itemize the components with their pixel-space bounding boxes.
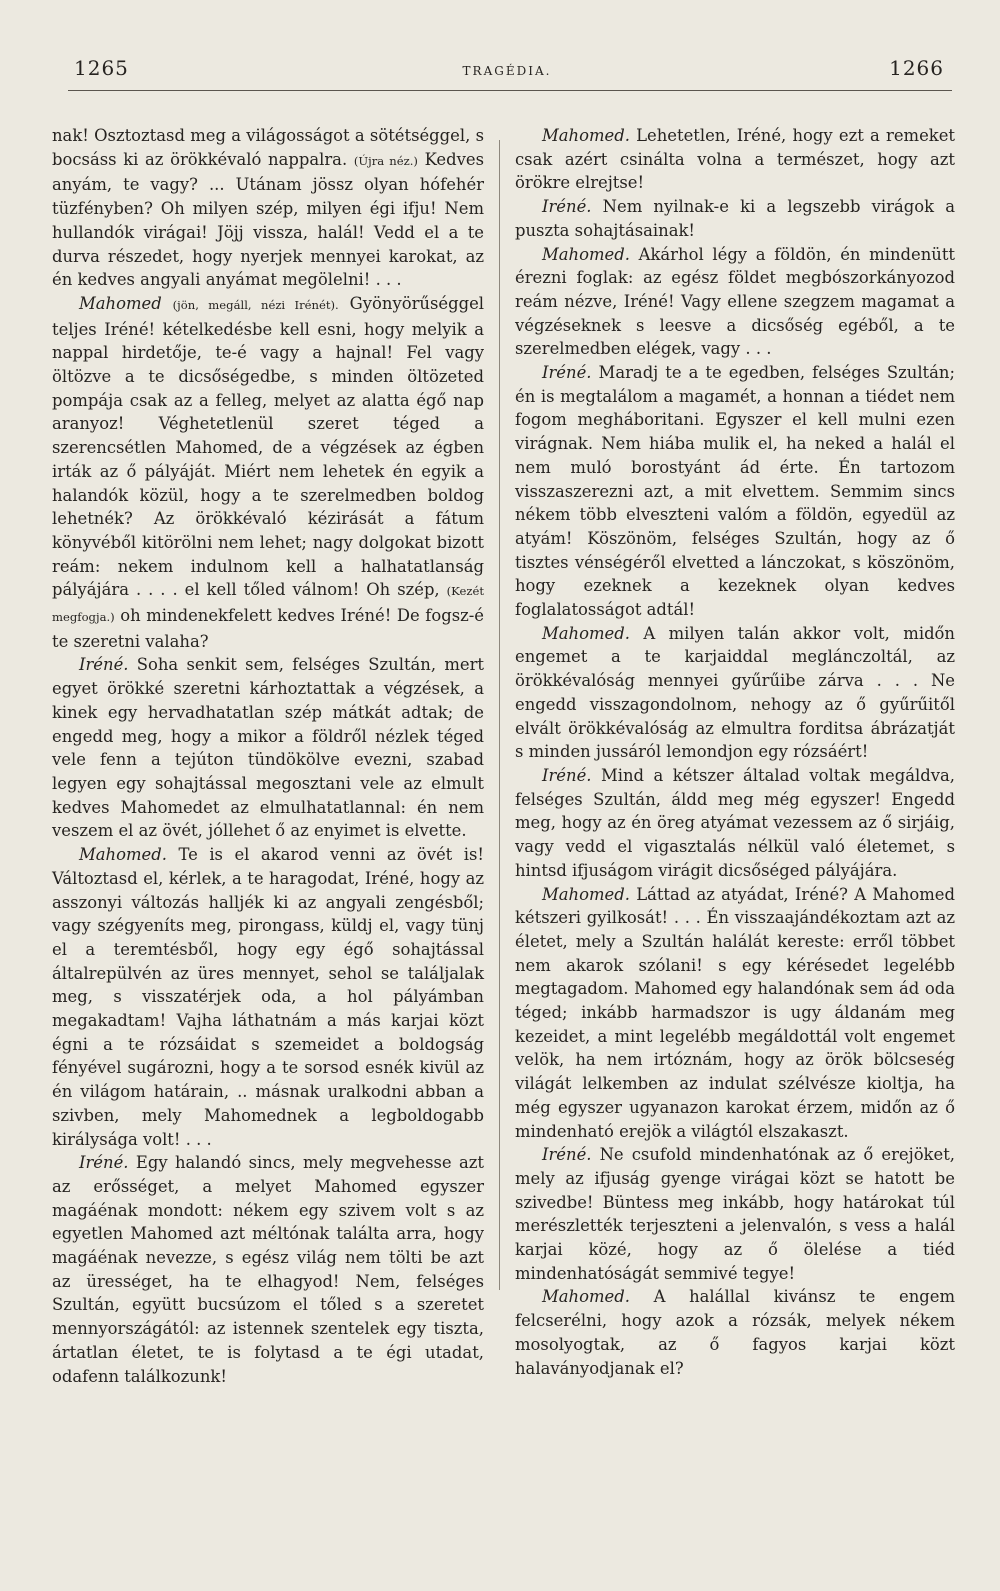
paragraph [515,195,955,242]
paragraph [52,124,484,292]
paragraph [515,1285,955,1380]
speaker-name: Mahomed [79,293,162,313]
paragraph [515,1143,955,1285]
speaker-name: Iréné. [542,363,592,383]
speaker-name: Iréné. [79,655,129,675]
dialogue-text: Maradj te a te egedben, felséges Szultán; én is megtalálom a magamét, a honnan a tiédet nem fogom megháboritani. Egyszer el kell mulni ezen virágnak. Nem hiába mulik el, ha neked a halál el nem muló borostyánt ád érte. Én tartozom visszaszerezni azt, a mit elvettem. Semmim sincs nékem több elveszteni valóm a földön, egyedül az atyám! Köszönöm, felséges Szultán, hogy az ő tisztes vénségéről elvetted a lánczokat, s köszönöm, hogy ezeknek a kezeknek olyan kedves foglalatosságot adtál! [515,363,955,620]
stage-direction: (Kezét megfogja.) [52,584,484,625]
paragraph [515,361,955,622]
column-divider [499,140,500,1290]
dialogue-text: Mind a kétszer általad voltak megáldva, felséges Szultán, áldd meg még egyszer! Engedd meg, hogy az én öreg atyámat vezessem az ő sirjáig, vagy vedd el vigasztalás nélkül való életemet, s hintsd ifjuságom virágit dicsőséged pályájára. [515,765,956,880]
paragraph [515,124,955,195]
paragraph [515,764,955,883]
speaker-name: Iréné. [542,765,592,785]
paragraph [52,292,484,654]
running-title: TRAGÉDIA. [462,64,552,78]
dialogue-text: Akárhol légy a földön, én mindenütt érezni foglak: az egész földet megbószorkányozod reám nézve, Iréné! Vagy ellene szegzem magamat a végzéseknek s leesve a dicsőség egéből, a te szerelmedben elégek, vagy . . . [515,244,955,359]
speaker-name: Iréné. [542,1145,592,1165]
speaker-name: Mahomed. [79,845,167,865]
speaker-name: Iréné. [79,1153,129,1173]
right-page-number: 1266 [889,56,944,80]
speaker-name: Iréné. [542,197,592,217]
speaker-name: Mahomed. [542,623,630,643]
paragraph [52,653,484,843]
stage-direction: (jön, megáll, nézi Irénét). [172,297,339,312]
dialogue-text: A milyen talán akkor volt, midőn engemet a te karjaiddal meglánczoltál, az örökkévalóság mennyei gyűrűibe zárva . . . Ne engedd visszagondolnom, nehogy az ő gyűrűitől elvált örökkévalóság az elmultra forditsa ábrázatját s minden jussáról lemondjon egy rózsáért! [515,623,955,762]
stage-direction: (Újra néz.) [353,153,418,168]
dialogue-text: Te is el akarod venni az övét is! Változtasd el, kérlek, a te haragodat, Iréné, hogy az asszonyi változás halljék ki az angyali zengésből; vagy szégyeníts meg, pirongass, küldj el, vagy tünj el a teremtésből, hogy egy égő sohajtással általrepülvén az üres mennyet, sehol se találjalak meg, s visszatérjek oda, a hol pályámban megakadtam! Vajha láthatnám a más karjai közt égni a te rózsáidat s szemeidet a boldogság fényével sugározni, hogy a te sorsod esnék kivül az én világom határain, .. másnak uralkodni abban a szivben, mely Mahomednek a legboldogabb királysága volt! . . . [52,845,484,1149]
left-page-number: 1265 [74,56,129,80]
paragraph [52,843,484,1151]
dialogue-text: Lehetetlen, Iréné, hogy ezt a remeket csak azért csinálta volna a természet, hogy azt örökre elrejtse! [515,126,955,193]
dialogue-text: nak! Osztoztasd meg a világosságot a sötétséggel, s bocsáss ki az örökkévaló nappalra. [52,126,484,169]
dialogue-text: Kedves anyám, te vagy? ... Utánam jössz olyan hófehér tüzfényben? Oh milyen szép, milyen égi ifju! Nem hullandók virágai! Jöjj vissza, halál! Vedd el a te durva részedet, hogy nyerjek mennyei karokat, az én kedves angyali anyámat megölelni! . . . [52,149,484,290]
left-column [52,124,484,1388]
paragraph [515,622,955,764]
right-column [515,124,955,1380]
paragraph [515,883,955,1144]
paragraph [52,1151,484,1388]
speaker-name: Mahomed. [542,244,630,264]
page-header [62,56,952,86]
dialogue-text: A halállal kivánsz te engem felcserélni, hogy azok a rózsák, melyek nékem mosolyogtak, az ő fagyos karjai közt halaványodjanak el? [515,1287,956,1378]
dialogue-text: Láttad az atyádat, Iréné? A Mahomed kétszeri gyilkosát! . . . Én visszaajándékoztam azt az életet, mely a Szultán halálát kereste: erről többet nem akarok szólani! s egy kérésedet legelébb megtagadom. Mahomed egy halandónak sem ád oda téged; inkább harmadszor is ugy áldanám meg kezeidet, a mint legelébb megáldottál volt engemet velök, ha nem irtóznám, hogy az örök bölcseség világát lelkemben az indulat szélvésze kioltja, ha még egyszer ugyanazon karokat érzem, midőn az ő mindenható erejök a világtól elszakaszt. [515,884,955,1141]
speaker-name: Mahomed. [542,884,630,904]
dialogue-text: Soha senkit sem, felséges Szultán, mert egyet örökké szeretni kárhoztattak a végzések, a kinek egy hervadhatatlan szép mátkát adtak; de engedd meg, hogy a mikor a földről nézlek téged vele fenn a tejúton tündökölve evezni, szabad legyen egy sohajtással megosztani vele az elmult kedves Mahomedet az elmulhatatlannal: én nem veszem el az övét, jóllehet ő az enyimet is elvette. [52,655,484,841]
dialogue-text: Egy halandó sincs, mely megvehesse azt az erősséget, a melyet Mahomed egyszer magáénak mondott: nékem egy szivem volt s az egyetlen Mahomed azt méltónak találta arra, hogy magáénak nevezze, s egész világ nem tölti be azt az ürességet, ha te elhagyod! Nem, felséges Szultán, együtt bucsúzom el tőled s a szeretet mennyországától: az istennek szentelek egy tiszta, ártatlan életet, te is folytasd a te égi utadat, odafenn találkozunk! [52,1153,484,1386]
dialogue-text: Ne csufold mindenhatónak az ő erejöket, mely az ifjuság gyenge virágai közt se hatott be szivedbe! Büntess meg inkább, hogy határokat túl merészlették terjeszteni a jelenvalón, s vess a halál karjai közé, hogy az ő ölelése a tiéd mindenhatóságát semmivé tegye! [515,1145,955,1283]
dialogue-text: oh mindenekfelett kedves Iréné! De fogsz-é te szeretni valaha? [52,606,484,651]
header-rule [68,90,952,91]
dialogue-text: Nem nyilnak-e ki a legszebb virágok a puszta sohajtásainak! [515,197,956,240]
dialogue-text: Gyönyörűséggel teljes Iréné! kételkedésbe kell esni, hogy melyik a nappal hirdetője, te-é vagy a hajnal! Fel vagy öltözve a te dicsőségedbe, s minden öltözeted pompája csak az a felleg, melyet az alatta égő nap aranyoz! Véghetetlenül szeret téged a szerencsétlen Mahomed, de a végzések az égben irták az ő pályáját. Miért nem lehetek én egyik a halandók közül, hogy a te szerelmedben boldog lehetnék? Az örökkévaló kézirását a fátum könyvéből kitörölni nem lehet; nagy dolgokat bizott reám: nekem indulnom kell a halhatatlanság pályájára . . . . el kell tőled válnom! Oh szép, [52,293,485,600]
speaker-name: Mahomed. [542,126,630,145]
paragraph [515,243,955,362]
speaker-name: Mahomed. [542,1287,630,1307]
